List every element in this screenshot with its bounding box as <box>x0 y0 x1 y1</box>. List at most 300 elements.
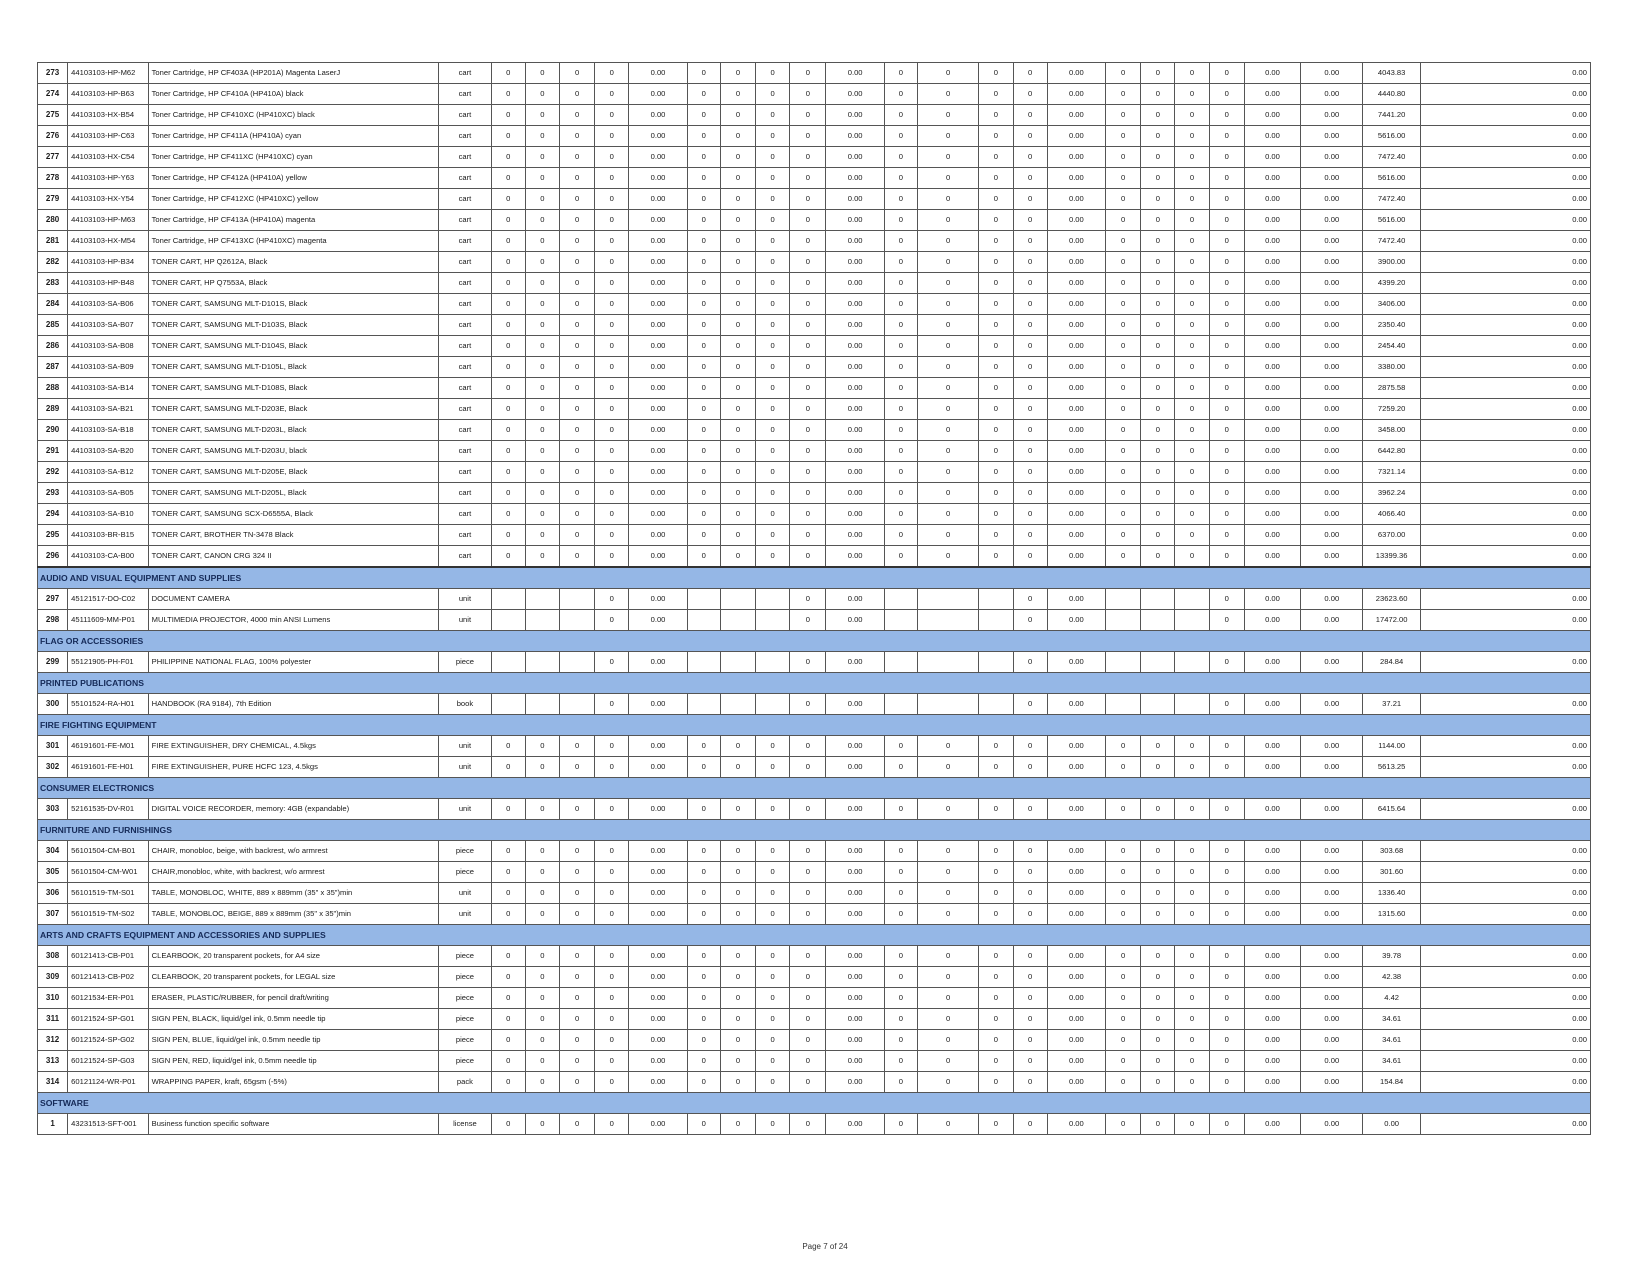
quarter-total-cell: 0.00 <box>1047 252 1105 273</box>
unit-of-measure: book <box>439 694 491 715</box>
quarter-total-cell: 0.00 <box>1047 525 1105 546</box>
item-description: HANDBOOK (RA 9184), 7th Edition <box>148 694 439 715</box>
quantity-cell: 0 <box>559 315 594 336</box>
quantity-cell: 0 <box>525 126 559 147</box>
quarter-total-cell: 0.00 <box>629 883 687 904</box>
quantity-cell: 0 <box>884 841 917 862</box>
quantity-cell: 0 <box>1106 252 1141 273</box>
quarter-total-cell: 0.00 <box>826 652 884 673</box>
total-quantity: 0.00 <box>1301 589 1363 610</box>
unit-price: 2875.58 <box>1363 378 1420 399</box>
quantity-cell: 0 <box>1013 757 1047 778</box>
total-amount: 0.00 <box>1420 652 1590 673</box>
item-code: 44103103-SA-B14 <box>68 378 148 399</box>
quarter-total-cell: 0.00 <box>1047 799 1105 820</box>
quantity-cell <box>720 694 755 715</box>
quantity-cell: 0 <box>525 841 559 862</box>
quarter-total-cell: 0.00 <box>1244 483 1300 504</box>
total-amount: 0.00 <box>1420 483 1590 504</box>
table-row <box>38 736 1591 757</box>
quantity-cell: 0 <box>979 336 1013 357</box>
total-quantity: 0.00 <box>1301 63 1363 84</box>
quantity-cell: 0 <box>917 168 978 189</box>
unit-price: 2454.40 <box>1363 336 1420 357</box>
unit-of-measure: cart <box>439 357 491 378</box>
quantity-cell: 0 <box>687 189 720 210</box>
unit-price: 37.21 <box>1363 694 1420 715</box>
quantity-cell: 0 <box>1106 736 1141 757</box>
quantity-cell: 0 <box>595 357 629 378</box>
quantity-cell: 0 <box>1175 904 1209 925</box>
quantity-cell: 0 <box>790 315 826 336</box>
quantity-cell: 0 <box>559 757 594 778</box>
quantity-cell: 0 <box>595 126 629 147</box>
quantity-cell: 0 <box>917 315 978 336</box>
quantity-cell: 0 <box>720 883 755 904</box>
total-amount: 0.00 <box>1420 294 1590 315</box>
quantity-cell: 0 <box>979 736 1013 757</box>
quantity-cell: 0 <box>756 315 790 336</box>
total-quantity: 0.00 <box>1301 483 1363 504</box>
quantity-cell: 0 <box>756 84 790 105</box>
quantity-cell: 0 <box>979 84 1013 105</box>
quantity-cell: 0 <box>595 946 629 967</box>
quantity-cell <box>1141 610 1175 631</box>
quantity-cell <box>687 652 720 673</box>
item-number: 284 <box>38 294 68 315</box>
item-number: 313 <box>38 1051 68 1072</box>
quantity-cell: 0 <box>1106 441 1141 462</box>
quantity-cell: 0 <box>884 210 917 231</box>
quarter-total-cell: 0.00 <box>826 294 884 315</box>
quarter-total-cell: 0.00 <box>1244 757 1300 778</box>
quantity-cell: 0 <box>1209 462 1244 483</box>
quantity-cell: 0 <box>559 1114 594 1135</box>
total-quantity: 0.00 <box>1301 147 1363 168</box>
quarter-total-cell: 0.00 <box>1047 841 1105 862</box>
quantity-cell: 0 <box>687 105 720 126</box>
quantity-cell: 0 <box>1141 883 1175 904</box>
quantity-cell: 0 <box>1106 967 1141 988</box>
quantity-cell: 0 <box>884 399 917 420</box>
quarter-total-cell: 0.00 <box>1244 883 1300 904</box>
table-row <box>38 84 1591 105</box>
quantity-cell: 0 <box>491 315 525 336</box>
total-amount: 0.00 <box>1420 1009 1590 1030</box>
item-code: 46191601-FE-M01 <box>68 736 148 757</box>
quantity-cell <box>525 652 559 673</box>
quantity-cell: 0 <box>559 105 594 126</box>
quantity-cell: 0 <box>525 168 559 189</box>
quarter-total-cell: 0.00 <box>826 988 884 1009</box>
quantity-cell: 0 <box>979 525 1013 546</box>
quantity-cell: 0 <box>559 988 594 1009</box>
quantity-cell: 0 <box>790 441 826 462</box>
item-code: 55121905-PH-F01 <box>68 652 148 673</box>
quantity-cell: 0 <box>790 252 826 273</box>
quantity-cell: 0 <box>979 105 1013 126</box>
item-description: Toner Cartridge, HP CF410XC (HP410XC) black <box>148 105 439 126</box>
quantity-cell: 0 <box>1013 441 1047 462</box>
total-quantity: 0.00 <box>1301 504 1363 525</box>
quantity-cell: 0 <box>1209 273 1244 294</box>
quantity-cell: 0 <box>1141 378 1175 399</box>
item-code: 44103103-HX-C54 <box>68 147 148 168</box>
quantity-cell: 0 <box>720 357 755 378</box>
item-number: 295 <box>38 525 68 546</box>
quantity-cell: 0 <box>917 252 978 273</box>
unit-of-measure: cart <box>439 231 491 252</box>
quantity-cell: 0 <box>979 441 1013 462</box>
unit-price: 7472.40 <box>1363 147 1420 168</box>
quantity-cell: 0 <box>1175 189 1209 210</box>
quantity-cell: 0 <box>884 799 917 820</box>
quantity-cell: 0 <box>491 336 525 357</box>
quantity-cell: 0 <box>790 862 826 883</box>
quarter-total-cell: 0.00 <box>629 504 687 525</box>
quarter-total-cell: 0.00 <box>1047 946 1105 967</box>
quantity-cell: 0 <box>1106 483 1141 504</box>
quantity-cell: 0 <box>1013 420 1047 441</box>
table-row <box>38 168 1591 189</box>
quarter-total-cell: 0.00 <box>826 168 884 189</box>
quantity-cell: 0 <box>917 757 978 778</box>
unit-of-measure: cart <box>439 315 491 336</box>
unit-price: 3962.24 <box>1363 483 1420 504</box>
quantity-cell: 0 <box>790 946 826 967</box>
total-quantity: 0.00 <box>1301 1030 1363 1051</box>
quantity-cell: 0 <box>756 841 790 862</box>
quantity-cell: 0 <box>979 357 1013 378</box>
quantity-cell <box>884 610 917 631</box>
item-code: 44103103-SA-B20 <box>68 441 148 462</box>
quantity-cell: 0 <box>720 147 755 168</box>
quantity-cell: 0 <box>1209 315 1244 336</box>
quantity-cell: 0 <box>1209 1114 1244 1135</box>
table-row <box>38 589 1591 610</box>
quantity-cell: 0 <box>525 1030 559 1051</box>
quantity-cell: 0 <box>525 546 559 568</box>
quantity-cell: 0 <box>687 420 720 441</box>
quantity-cell: 0 <box>917 946 978 967</box>
unit-price: 34.61 <box>1363 1009 1420 1030</box>
quantity-cell: 0 <box>790 168 826 189</box>
quantity-cell: 0 <box>720 84 755 105</box>
item-description: PHILIPPINE NATIONAL FLAG, 100% polyester <box>148 652 439 673</box>
quantity-cell: 0 <box>790 610 826 631</box>
quarter-total-cell: 0.00 <box>1244 63 1300 84</box>
quantity-cell: 0 <box>595 1009 629 1030</box>
quantity-cell: 0 <box>979 420 1013 441</box>
item-description: Toner Cartridge, HP CF411XC (HP410XC) cyan <box>148 147 439 168</box>
quarter-total-cell: 0.00 <box>629 736 687 757</box>
category-label: FURNITURE AND FURNISHINGS <box>38 820 1591 841</box>
quarter-total-cell: 0.00 <box>1047 378 1105 399</box>
item-number: 300 <box>38 694 68 715</box>
quantity-cell: 0 <box>1209 126 1244 147</box>
quantity-cell: 0 <box>595 525 629 546</box>
quantity-cell: 0 <box>525 1051 559 1072</box>
quantity-cell: 0 <box>756 883 790 904</box>
quantity-cell: 0 <box>1106 378 1141 399</box>
quarter-total-cell: 0.00 <box>1047 168 1105 189</box>
quantity-cell: 0 <box>595 694 629 715</box>
quantity-cell: 0 <box>917 462 978 483</box>
quantity-cell: 0 <box>756 420 790 441</box>
quantity-cell: 0 <box>1013 294 1047 315</box>
quantity-cell: 0 <box>884 231 917 252</box>
quantity-cell: 0 <box>525 483 559 504</box>
quantity-cell: 0 <box>979 1051 1013 1072</box>
quantity-cell: 0 <box>1013 1030 1047 1051</box>
quarter-total-cell: 0.00 <box>1244 168 1300 189</box>
quantity-cell: 0 <box>491 967 525 988</box>
quantity-cell: 0 <box>1013 988 1047 1009</box>
item-number: 277 <box>38 147 68 168</box>
quantity-cell: 0 <box>1209 441 1244 462</box>
quarter-total-cell: 0.00 <box>826 84 884 105</box>
unit-price: 1144.00 <box>1363 736 1420 757</box>
unit-of-measure: unit <box>439 883 491 904</box>
quantity-cell: 0 <box>1013 168 1047 189</box>
quantity-cell: 0 <box>790 841 826 862</box>
quarter-total-cell: 0.00 <box>629 126 687 147</box>
quantity-cell: 0 <box>756 946 790 967</box>
table-row <box>38 294 1591 315</box>
unit-of-measure: unit <box>439 610 491 631</box>
quantity-cell: 0 <box>917 420 978 441</box>
quantity-cell: 0 <box>1209 378 1244 399</box>
unit-price: 7472.40 <box>1363 189 1420 210</box>
quarter-total-cell: 0.00 <box>826 946 884 967</box>
item-number: 293 <box>38 483 68 504</box>
quantity-cell: 0 <box>756 967 790 988</box>
total-quantity: 0.00 <box>1301 336 1363 357</box>
quantity-cell: 0 <box>595 294 629 315</box>
item-description: TONER CART, HP Q7553A, Black <box>148 273 439 294</box>
quantity-cell: 0 <box>1106 231 1141 252</box>
quantity-cell: 0 <box>1209 589 1244 610</box>
table-row <box>38 399 1591 420</box>
unit-of-measure: piece <box>439 841 491 862</box>
quarter-total-cell: 0.00 <box>1244 589 1300 610</box>
quarter-total-cell: 0.00 <box>1244 1114 1300 1135</box>
quantity-cell <box>1141 652 1175 673</box>
total-quantity: 0.00 <box>1301 189 1363 210</box>
unit-price: 3380.00 <box>1363 357 1420 378</box>
quantity-cell <box>1106 589 1141 610</box>
unit-price: 6415.64 <box>1363 799 1420 820</box>
unit-of-measure: cart <box>439 441 491 462</box>
quarter-total-cell: 0.00 <box>629 525 687 546</box>
quantity-cell: 0 <box>1013 841 1047 862</box>
quantity-cell: 0 <box>917 1051 978 1072</box>
quarter-total-cell: 0.00 <box>1244 252 1300 273</box>
quantity-cell: 0 <box>917 105 978 126</box>
quantity-cell: 0 <box>756 483 790 504</box>
quantity-cell: 0 <box>1175 946 1209 967</box>
quantity-cell: 0 <box>1175 883 1209 904</box>
quarter-total-cell: 0.00 <box>629 1009 687 1030</box>
quantity-cell: 0 <box>559 252 594 273</box>
quantity-cell: 0 <box>595 84 629 105</box>
item-description: Toner Cartridge, HP CF403A (HP201A) Magenta LaserJ <box>148 63 439 84</box>
quantity-cell: 0 <box>1013 504 1047 525</box>
total-amount: 0.00 <box>1420 525 1590 546</box>
quantity-cell: 0 <box>491 757 525 778</box>
quantity-cell: 0 <box>979 546 1013 568</box>
total-quantity: 0.00 <box>1301 988 1363 1009</box>
table-row <box>38 504 1591 525</box>
quarter-total-cell: 0.00 <box>629 147 687 168</box>
quantity-cell: 0 <box>790 378 826 399</box>
quantity-cell: 0 <box>1175 357 1209 378</box>
quarter-total-cell: 0.00 <box>629 694 687 715</box>
quantity-cell: 0 <box>491 1030 525 1051</box>
category-header <box>38 715 1591 736</box>
quantity-cell: 0 <box>595 589 629 610</box>
quantity-cell: 0 <box>491 231 525 252</box>
quantity-cell: 0 <box>525 273 559 294</box>
quantity-cell: 0 <box>720 1030 755 1051</box>
quantity-cell: 0 <box>559 399 594 420</box>
total-quantity: 0.00 <box>1301 525 1363 546</box>
total-amount: 0.00 <box>1420 610 1590 631</box>
unit-price: 4399.20 <box>1363 273 1420 294</box>
total-quantity: 0.00 <box>1301 231 1363 252</box>
quantity-cell: 0 <box>790 147 826 168</box>
quantity-cell: 0 <box>595 210 629 231</box>
quantity-cell: 0 <box>917 1114 978 1135</box>
unit-of-measure: license <box>439 1114 491 1135</box>
quantity-cell: 0 <box>559 231 594 252</box>
quantity-cell: 0 <box>1209 399 1244 420</box>
quantity-cell: 0 <box>595 1072 629 1093</box>
unit-price: 2350.40 <box>1363 315 1420 336</box>
quantity-cell: 0 <box>1013 610 1047 631</box>
item-description: FIRE EXTINGUISHER, PURE HCFC 123, 4.5kgs <box>148 757 439 778</box>
quantity-cell: 0 <box>1209 1072 1244 1093</box>
quantity-cell: 0 <box>595 799 629 820</box>
quantity-cell: 0 <box>559 546 594 568</box>
quantity-cell: 0 <box>1013 378 1047 399</box>
category-header <box>38 567 1591 589</box>
category-header <box>38 925 1591 946</box>
quantity-cell: 0 <box>559 483 594 504</box>
quantity-cell: 0 <box>790 967 826 988</box>
quantity-cell: 0 <box>491 1072 525 1093</box>
quarter-total-cell: 0.00 <box>629 315 687 336</box>
quantity-cell: 0 <box>1175 399 1209 420</box>
total-amount: 0.00 <box>1420 589 1590 610</box>
total-amount: 0.00 <box>1420 883 1590 904</box>
item-code: 46191601-FE-H01 <box>68 757 148 778</box>
table-row <box>38 988 1591 1009</box>
unit-of-measure: piece <box>439 988 491 1009</box>
quarter-total-cell: 0.00 <box>826 841 884 862</box>
item-description: TONER CART, SAMSUNG MLT-D203E, Black <box>148 399 439 420</box>
quantity-cell: 0 <box>1013 126 1047 147</box>
quantity-cell: 0 <box>1013 1009 1047 1030</box>
total-quantity: 0.00 <box>1301 904 1363 925</box>
unit-of-measure: cart <box>439 462 491 483</box>
quantity-cell: 0 <box>1141 483 1175 504</box>
total-amount: 0.00 <box>1420 694 1590 715</box>
quantity-cell: 0 <box>884 1114 917 1135</box>
total-amount: 0.00 <box>1420 1072 1590 1093</box>
quantity-cell: 0 <box>884 946 917 967</box>
quantity-cell: 0 <box>979 147 1013 168</box>
quantity-cell: 0 <box>720 63 755 84</box>
total-amount: 0.00 <box>1420 904 1590 925</box>
quarter-total-cell: 0.00 <box>629 294 687 315</box>
quarter-total-cell: 0.00 <box>1047 420 1105 441</box>
quantity-cell <box>1106 652 1141 673</box>
unit-price: 0.00 <box>1363 1114 1420 1135</box>
quantity-cell <box>720 652 755 673</box>
quantity-cell: 0 <box>979 273 1013 294</box>
quantity-cell: 0 <box>884 126 917 147</box>
quarter-total-cell: 0.00 <box>1244 988 1300 1009</box>
quantity-cell: 0 <box>525 315 559 336</box>
quarter-total-cell: 0.00 <box>826 420 884 441</box>
quantity-cell: 0 <box>1013 1072 1047 1093</box>
quarter-total-cell: 0.00 <box>629 210 687 231</box>
quantity-cell: 0 <box>884 988 917 1009</box>
quarter-total-cell: 0.00 <box>1047 1072 1105 1093</box>
quarter-total-cell: 0.00 <box>629 988 687 1009</box>
quarter-total-cell: 0.00 <box>1244 1030 1300 1051</box>
quantity-cell: 0 <box>595 904 629 925</box>
quantity-cell: 0 <box>917 294 978 315</box>
quantity-cell: 0 <box>979 1072 1013 1093</box>
quantity-cell: 0 <box>790 652 826 673</box>
item-code: 43231513-SFT-001 <box>68 1114 148 1135</box>
quarter-total-cell: 0.00 <box>826 589 884 610</box>
item-code: 44103103-HP-B48 <box>68 273 148 294</box>
quantity-cell <box>884 652 917 673</box>
item-number: 275 <box>38 105 68 126</box>
quantity-cell: 0 <box>687 546 720 568</box>
unit-price: 301.60 <box>1363 862 1420 883</box>
quantity-cell: 0 <box>595 967 629 988</box>
quantity-cell: 0 <box>1106 546 1141 568</box>
quantity-cell: 0 <box>1106 946 1141 967</box>
table-row <box>38 904 1591 925</box>
total-quantity: 0.00 <box>1301 84 1363 105</box>
item-code: 55101524-RA-H01 <box>68 694 148 715</box>
quantity-cell: 0 <box>756 525 790 546</box>
quantity-cell: 0 <box>720 105 755 126</box>
table-row <box>38 967 1591 988</box>
quarter-total-cell: 0.00 <box>629 378 687 399</box>
quantity-cell: 0 <box>790 231 826 252</box>
item-code: 56101504-CM-B01 <box>68 841 148 862</box>
quantity-cell: 0 <box>1106 399 1141 420</box>
quantity-cell: 0 <box>491 168 525 189</box>
quantity-cell: 0 <box>884 63 917 84</box>
item-description: TONER CART, SAMSUNG SCX-D6555A, Black <box>148 504 439 525</box>
item-number: 305 <box>38 862 68 883</box>
quantity-cell: 0 <box>1141 1030 1175 1051</box>
quarter-total-cell: 0.00 <box>1244 652 1300 673</box>
quarter-total-cell: 0.00 <box>826 904 884 925</box>
quantity-cell: 0 <box>525 399 559 420</box>
quantity-cell: 0 <box>917 736 978 757</box>
item-description: FIRE EXTINGUISHER, DRY CHEMICAL, 4.5kgs <box>148 736 439 757</box>
total-quantity: 0.00 <box>1301 252 1363 273</box>
quantity-cell <box>720 610 755 631</box>
